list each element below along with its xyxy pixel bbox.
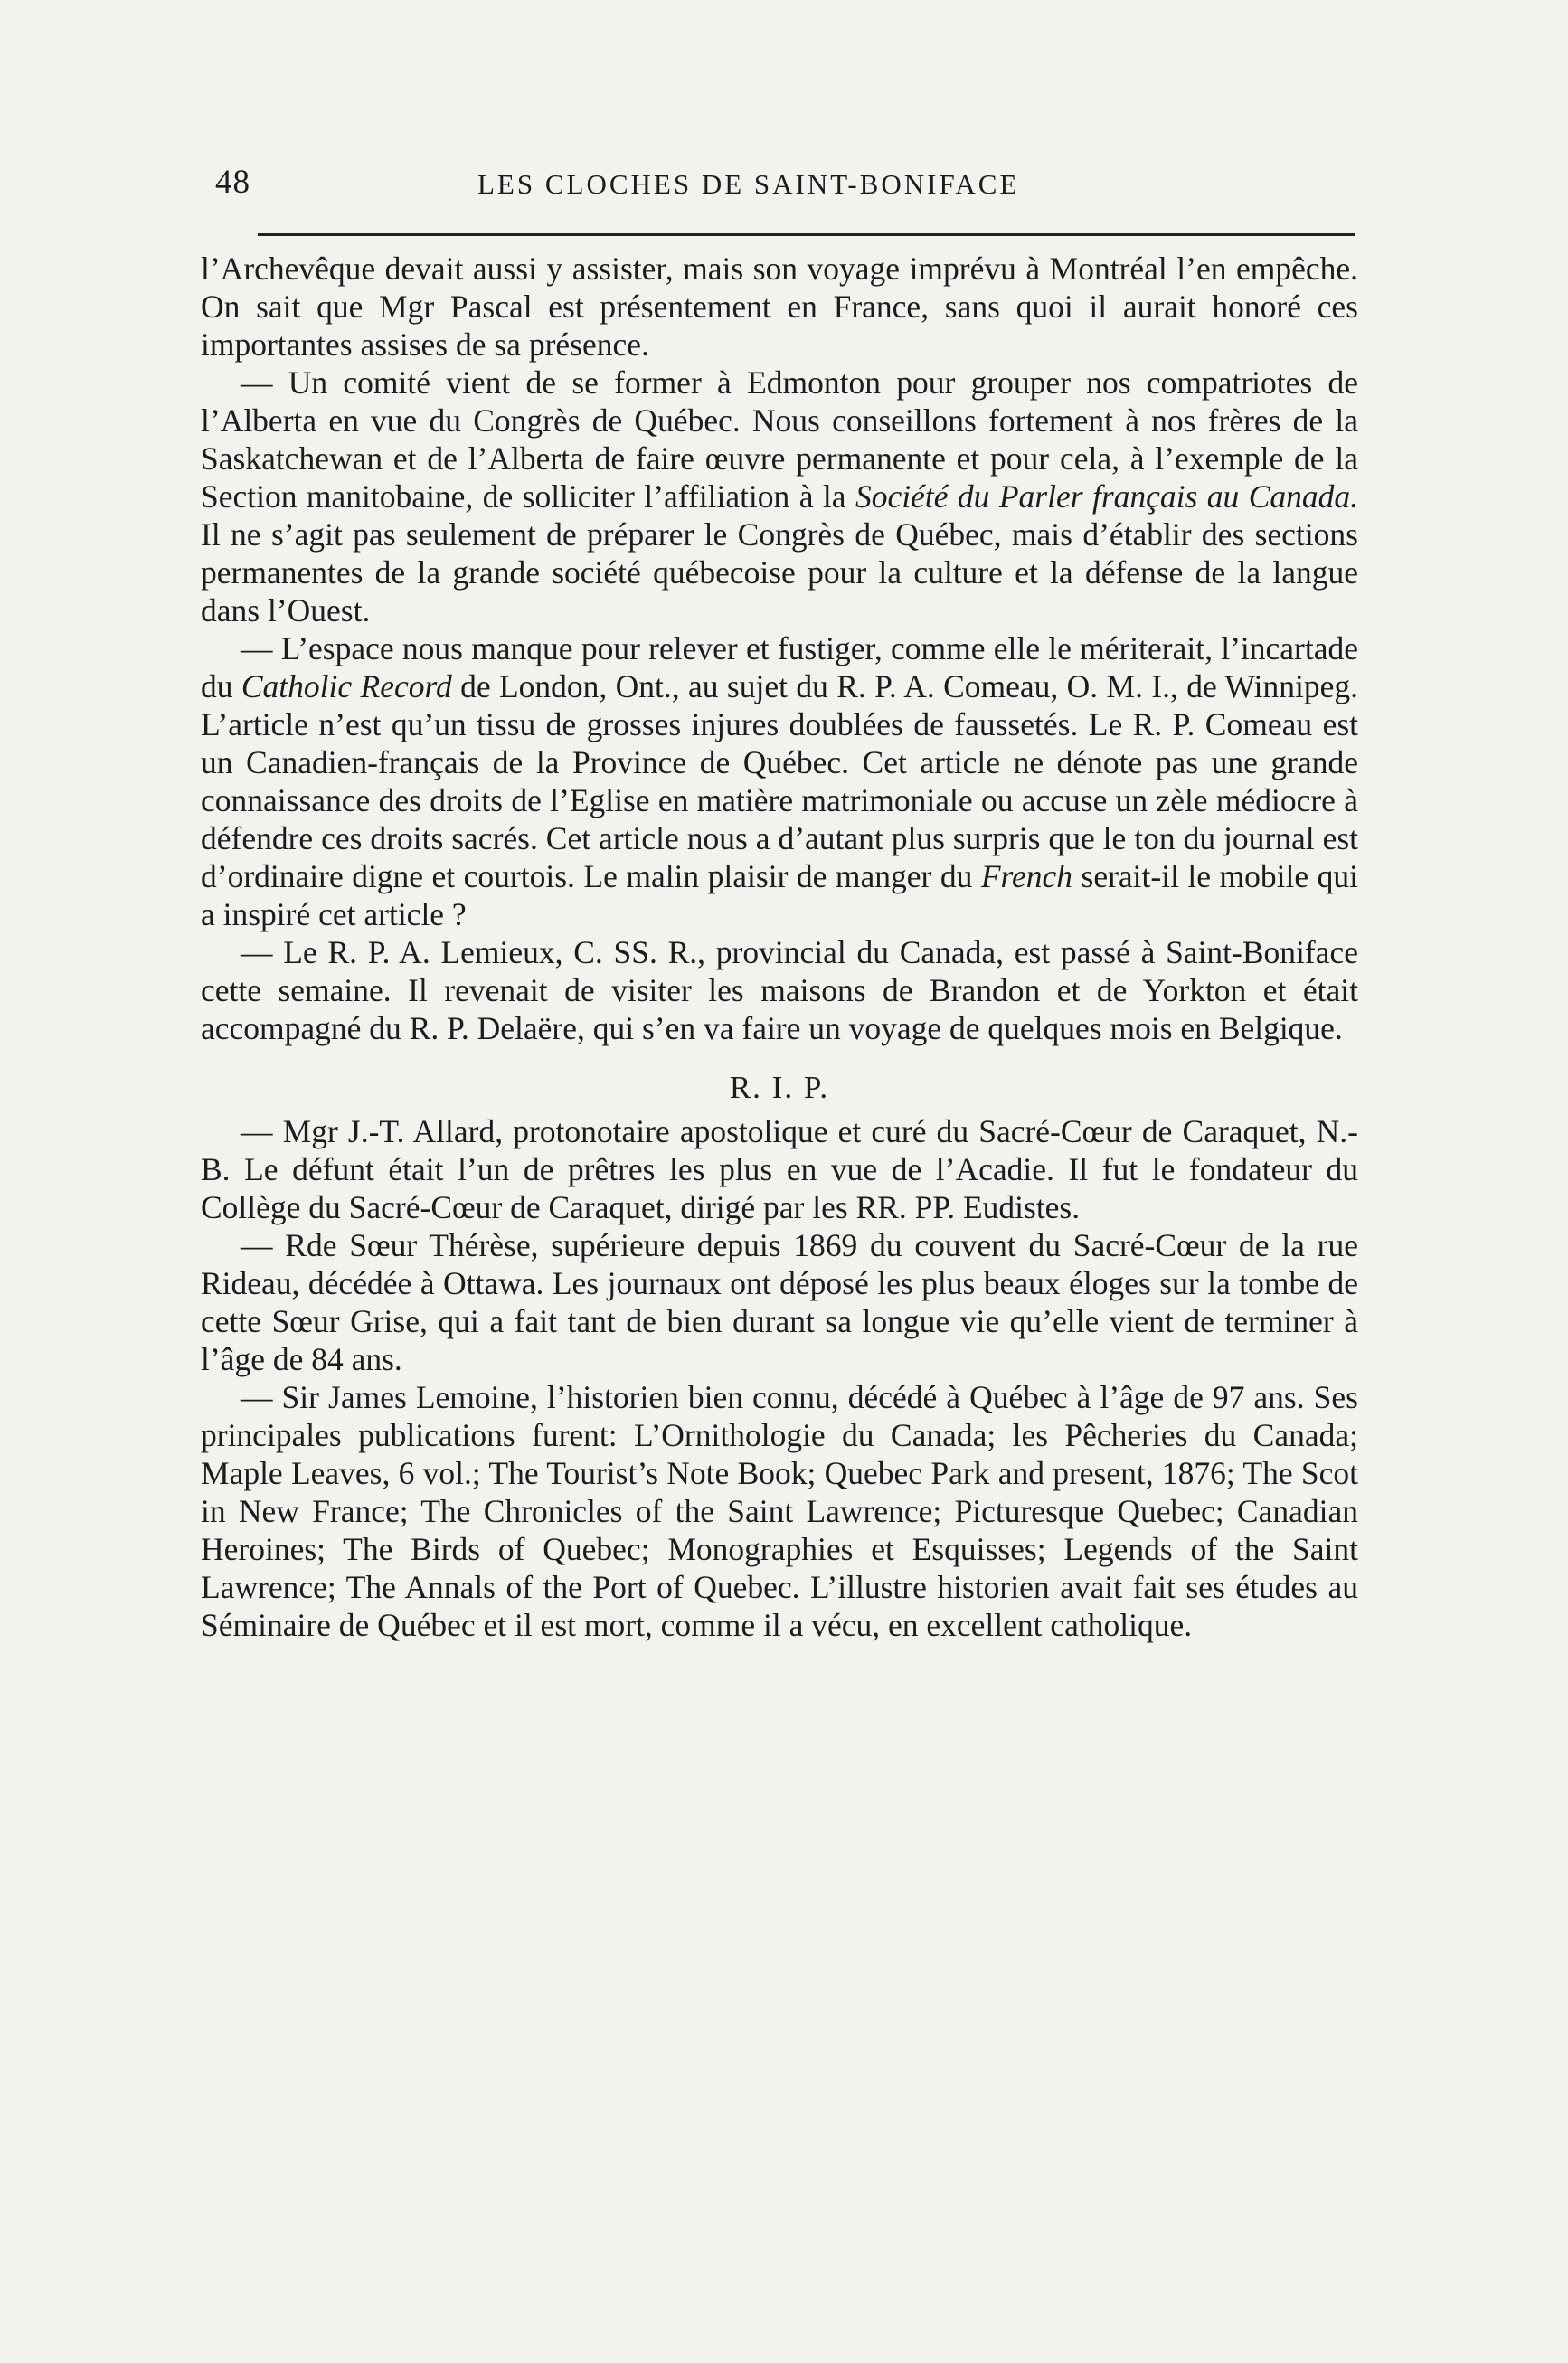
paragraph-archeveque <box>201 250 1358 364</box>
header-rule <box>258 233 1355 236</box>
paragraph-text: — Mgr J.-T. Allard, protonotaire apostolique et curé du Sacré-Cœur de Caraquet, N.-B. Le défunt était l’un de prêtres les plus en vue de l’Acadie. Il fut le fondateur du Collège du Sacré-Cœur de Caraquet, dirigé par les RR. PP. Eudistes. <box>201 1113 1358 1225</box>
paragraph-text: — L’espace nous manque pour relever et fustiger, comme elle le mériterait, l’incartade du <box>201 630 1358 704</box>
paragraph-text: — Un comité vient de se former à Edmonton pour grouper nos compatriotes de l’Alberta en vue du Congrès de Québec. Nous conseillons fortement à nos frères de la Saskatchewan et de l’Alberta de faire œuvre permanente et pour cela, à l’exemple de la Section manitobaine, de solliciter l’affiliation à la <box>201 364 1358 515</box>
paragraph-text: l’Archevêque devait aussi y assister, mais son voyage imprévu à Montréal l’en empêche. On sait que Mgr Pascal est présentement en France, sans quoi il aurait honoré ces importantes assises de sa présence. <box>201 250 1358 363</box>
paragraph-text: — Rde Sœur Thérèse, supérieure depuis 1869 du couvent du Sacré-Cœur de la rue Rideau, décédée à Ottawa. Les journaux ont déposé les plus beaux éloges sur la tombe de cette Sœur Grise, qui a fait tant de bien durant sa longue vie qu’elle vient de terminer à l’âge de 84 ans. <box>201 1227 1358 1377</box>
running-title: LES CLOCHES DE SAINT-BONIFACE <box>477 168 1020 200</box>
page-number: 48 <box>215 164 250 201</box>
paragraph-lemieux <box>201 933 1358 1047</box>
paragraph-edmonton-comite <box>201 364 1358 629</box>
paragraph-soeur-therese <box>201 1226 1358 1378</box>
paragraph-allard <box>201 1112 1358 1226</box>
paragraph-catholic-record <box>201 629 1358 933</box>
italic-word: French <box>980 858 1073 894</box>
newspaper-name: Catholic Record <box>241 668 452 704</box>
paragraph-text: — Sir James Lemoine, l’historien bien connu, décédé à Québec à l’âge de 97 ans. Ses principales publications furent: L’Ornithologie du Canada; les Pêcheries du Canada; Maple Leaves, 6 vol.; The Tourist’s Note Book; Quebec Park and present, 1876; The Scot in New France; The Chronicles of the Saint Lawrence; Picturesque Quebec; Canadian Heroines; The Birds of Quebec; Monographies et Esquisses; Legends of the Saint Lawrence; The Annals of the Port of Quebec. L’illustre historien avait fait ses études au Séminaire de Québec et il est mort, comme il a vécu, en excellent catholique. <box>201 1379 1358 1643</box>
paragraph-text: — Le R. P. A. Lemieux, C. SS. R., provincial du Canada, est passé à Saint-Boniface cette semaine. Il revenait de visiter les maisons de Brandon et de Yorkton et était accompagné du R. P. Delaëre, qui s’en va faire un voyage de quelques mois en Belgique. <box>201 934 1358 1046</box>
society-name: Société du Parler français au Canada. <box>855 478 1358 515</box>
paragraph-text: de London, Ont., au sujet du R. P. A. Comeau, O. M. I., de Winnipeg. L’article n’est qu’un tissu de grosses injures doublées de faussetés. Le R. P. Comeau est un Canadien-français de la Province de Québec. Cet article ne dénote pas une grande connaissance des droits de l’Eglise en matière matrimoniale ou accuse un zèle médiocre à défendre ces droits sacrés. Cet article nous a d’autant plus surpris que le ton du journal est d’ordinaire digne et courtois. Le malin plaisir de manger du <box>201 668 1358 894</box>
paragraph-lemoine <box>201 1378 1358 1644</box>
page-header <box>215 163 1356 208</box>
paragraph-text: serait-il le mobile qui a inspiré cet article ? <box>201 858 1358 932</box>
article-body <box>201 250 1358 1644</box>
paragraph-text: Il ne s’agit pas seulement de préparer le Congrès de Québec, mais d’établir des sections permanentes de la grande société québecoise pour la culture et la défense de la langue dans l’Ouest. <box>201 516 1358 629</box>
section-heading-rip: R. I. P. <box>729 1070 830 1105</box>
